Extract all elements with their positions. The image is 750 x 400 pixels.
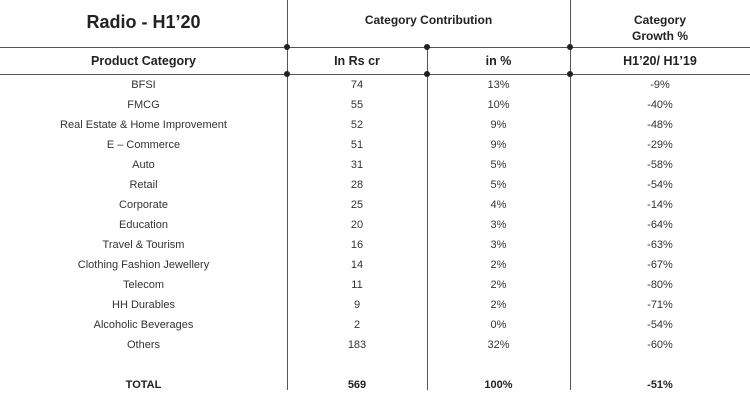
cell-rs-cr: 31 (350, 159, 364, 171)
cell-category: Real Estate & Home Improvement (60, 119, 227, 131)
column-header-product-category: Product Category (91, 54, 196, 68)
growth-header-line2: Growth % (632, 29, 688, 43)
cell-rs-cr: 25 (350, 199, 364, 211)
cell-percent: 0% (490, 319, 507, 331)
cell-rs-cr: 16 (350, 239, 364, 251)
cell-growth: -71% (647, 299, 673, 311)
cell-growth: -48% (647, 119, 673, 131)
cell-percent: 3% (490, 219, 507, 231)
cell-growth: -54% (647, 179, 673, 191)
cell-rs-cr: 14 (350, 259, 364, 271)
cell-rs-cr: 28 (350, 179, 364, 191)
cell-growth: -29% (647, 139, 673, 151)
cell-percent: 2% (490, 279, 507, 291)
column-header-growth: H1’20/ H1’19 (623, 54, 697, 68)
cell-rs-cr: 51 (350, 139, 364, 151)
cell-category: Corporate (119, 199, 168, 211)
cell-growth: -60% (647, 339, 673, 351)
cell-percent: 9% (490, 119, 507, 131)
cell-category: Travel & Tourism (102, 239, 185, 251)
column-header-percent: in % (485, 54, 512, 68)
cell-growth: -58% (647, 159, 673, 171)
cell-percent: 10% (487, 99, 510, 111)
cell-percent: 3% (490, 239, 507, 251)
junction-dot (567, 44, 573, 50)
junction-dot (284, 44, 290, 50)
total-percent: 100% (484, 379, 513, 391)
cell-category: E – Commerce (106, 139, 181, 151)
cell-growth: -54% (647, 319, 673, 331)
cell-growth: -9% (650, 79, 670, 91)
cell-growth: -80% (647, 279, 673, 291)
cell-category: Telecom (123, 279, 164, 291)
category-contribution-header: Category Contribution (364, 13, 493, 27)
cell-percent: 4% (490, 199, 507, 211)
cell-growth: -67% (647, 259, 673, 271)
cell-category: Retail (129, 179, 158, 191)
cell-percent: 2% (490, 259, 507, 271)
cell-rs-cr: 11 (351, 279, 363, 291)
cell-percent: 5% (490, 159, 507, 171)
cell-category: Alcoholic Beverages (93, 319, 194, 331)
total-rs-cr: 569 (347, 379, 367, 391)
table-title: Radio - H1’20 (86, 12, 201, 32)
cell-rs-cr: 20 (350, 219, 364, 231)
cell-rs-cr: 74 (350, 79, 364, 91)
cell-percent: 5% (490, 179, 507, 191)
cell-rs-cr: 2 (353, 319, 361, 331)
cell-category: FMCG (127, 99, 160, 111)
cell-category: Others (126, 339, 160, 351)
cell-growth: -40% (647, 99, 673, 111)
cell-category: Clothing Fashion Jewellery (77, 259, 210, 271)
cell-rs-cr: 55 (350, 99, 364, 111)
cell-rs-cr: 9 (353, 299, 361, 311)
total-label: TOTAL (125, 379, 162, 391)
cell-category: Auto (132, 159, 155, 171)
growth-header-line1: Category (633, 13, 686, 27)
cell-growth: -14% (647, 199, 673, 211)
cell-rs-cr: 183 (347, 339, 367, 351)
column-header-rs-cr: In Rs cr (334, 54, 380, 68)
cell-category: HH Durables (112, 299, 175, 311)
total-growth: -51% (647, 379, 673, 391)
cell-percent: 32% (487, 339, 510, 351)
cell-growth: -64% (647, 219, 673, 231)
cell-category: BFSI (131, 79, 156, 91)
cell-rs-cr: 52 (350, 119, 364, 131)
header-divider-top (0, 47, 750, 48)
cell-category: Education (119, 219, 168, 231)
cell-percent: 13% (487, 79, 510, 91)
junction-dot (424, 44, 430, 50)
cell-growth: -63% (647, 239, 673, 251)
cell-percent: 9% (490, 139, 507, 151)
cell-percent: 2% (490, 299, 507, 311)
